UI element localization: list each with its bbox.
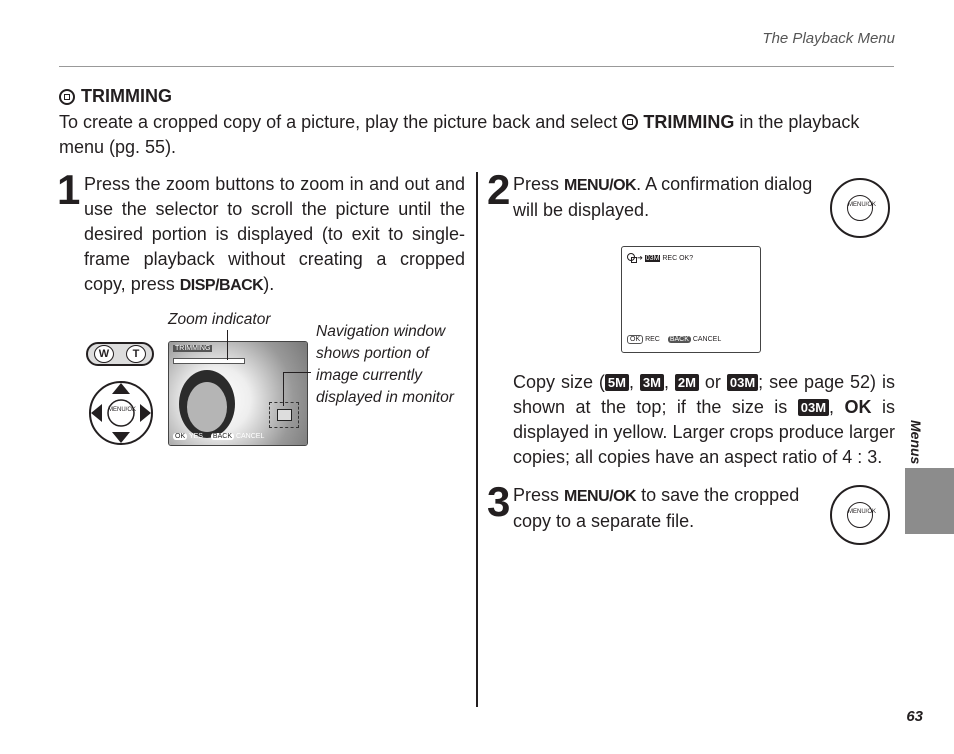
lcd-cancel: CANCEL xyxy=(235,433,265,440)
lcd-ok: OK xyxy=(175,433,186,440)
intro-paragraph xyxy=(59,110,899,160)
step-2-text-1: Press xyxy=(513,174,560,194)
zoom-indicator-caption: Zoom indicator xyxy=(168,311,271,328)
intro-text-1: To create a cropped copy of a picture, play the picture back and select xyxy=(59,112,618,132)
section-title-text: TRIMMING xyxy=(81,86,172,106)
lcd-confirm-header xyxy=(627,253,693,262)
copy-text-2: ; see page 52) is shown at the top; if the size is xyxy=(513,372,895,417)
control-diagram-step3 xyxy=(830,485,890,545)
lcd-yes: YES xyxy=(188,433,203,440)
lcd-cancel: CANCEL xyxy=(692,336,722,343)
navigation-window xyxy=(269,402,299,428)
nav-window-caption: Navigation window shows portion of image currently displayed in monitor xyxy=(316,323,454,406)
intro-keyword: TRIMMING xyxy=(643,112,735,132)
step-2-keyword: MENU/OK xyxy=(564,177,637,194)
page-number: 63 xyxy=(906,708,923,725)
lcd-rec-ok: REC OK? xyxy=(662,255,694,262)
nav-window-leader xyxy=(283,372,311,373)
copy-or: or xyxy=(704,372,721,392)
zoom-w-label: W xyxy=(94,345,114,363)
size-2m-badge: 2M xyxy=(675,374,699,391)
step-3-text-1: Press xyxy=(513,485,560,505)
step-1-text xyxy=(84,172,465,298)
zoom-lever xyxy=(86,342,154,366)
step-1-text-1: Press the zoom buttons to zoom in and out and use the selector to scroll the picture until the desired portion is displayed (to exit to single-frame playback without creating a cropped copy, press xyxy=(84,174,465,294)
side-tab-label: Menus xyxy=(908,420,924,465)
step-2-text-2: . A confirmation dialog will be displayed. xyxy=(513,174,813,220)
size-03m-badge: 03M xyxy=(727,374,758,391)
step-1-number: 1 xyxy=(57,166,79,213)
arrow-right-icon: ➜ xyxy=(636,255,643,262)
nav-window-leader-v xyxy=(283,372,284,406)
photo-face xyxy=(187,382,227,432)
zoom-bar xyxy=(173,358,245,364)
step-3-text xyxy=(513,483,813,534)
size-03m-badge-inline: 03M xyxy=(798,399,829,416)
running-header: The Playback Menu xyxy=(762,30,895,47)
step-2-text xyxy=(513,172,813,223)
control-center-label: MENU/OK xyxy=(847,195,873,221)
step-2-number: 2 xyxy=(487,166,509,213)
trimming-icon xyxy=(627,253,635,261)
column-divider xyxy=(476,172,478,707)
section-title xyxy=(59,86,172,107)
selector-center-label: MENU/OK xyxy=(108,407,137,413)
lcd-confirm-footer xyxy=(627,336,721,343)
control-center-label: MENU/OK xyxy=(847,502,873,528)
lcd-title: TRIMMING xyxy=(175,345,211,352)
intro-text-2: in the playback menu (pg. 55). xyxy=(59,112,860,157)
step-3-text-2: to save the cropped copy to a separate file. xyxy=(513,485,800,531)
lcd-ok: OK xyxy=(627,335,643,344)
lcd-trimming-screen xyxy=(168,341,308,446)
navigation-frame xyxy=(277,409,292,421)
copy-size-paragraph: Copy size ( 5M , 3M , 2M or 03M ; see page 52) is shown at the top; if the size is 03M , OK is displayed in yellow. Larger crops produce larger copies; all copies have an aspect ratio of 4 : 3. xyxy=(513,372,895,467)
step-3-keyword: MENU/OK xyxy=(564,488,637,505)
step-1-text-2: ). xyxy=(263,274,275,294)
copy-ok: OK xyxy=(844,397,872,417)
copy-text-3: is displayed in yellow. Larger crops produce larger copies; all copies have an aspect ratio of 4 : 3. xyxy=(513,397,895,467)
copy-sep-1: , xyxy=(628,372,634,392)
lcd-back: BACK xyxy=(669,336,689,343)
trimming-icon xyxy=(622,114,638,130)
zoom-t-label: T xyxy=(126,345,146,363)
lcd-footer xyxy=(173,433,264,440)
size-5m-badge: 5M xyxy=(605,374,629,391)
lcd-confirm-screen xyxy=(621,246,761,353)
lcd-size-badge: 03M xyxy=(645,255,660,262)
step-3-number: 3 xyxy=(487,478,509,525)
side-tab-block xyxy=(905,468,954,534)
zoom-indicator-leader xyxy=(227,330,228,360)
copy-text-1: Copy size ( xyxy=(513,372,605,392)
selector-arrows-icon xyxy=(88,380,154,446)
control-diagram-step2 xyxy=(830,178,890,238)
lcd-back: BACK xyxy=(212,433,232,440)
selector-diagram xyxy=(88,380,154,446)
trimming-icon xyxy=(59,89,75,105)
header-rule xyxy=(59,66,894,67)
step-1-keyword: DISP/BACK xyxy=(179,277,264,294)
lcd-rec: REC xyxy=(645,336,660,343)
copy-sep-2: , xyxy=(663,372,669,392)
size-3m-badge: 3M xyxy=(640,374,664,391)
